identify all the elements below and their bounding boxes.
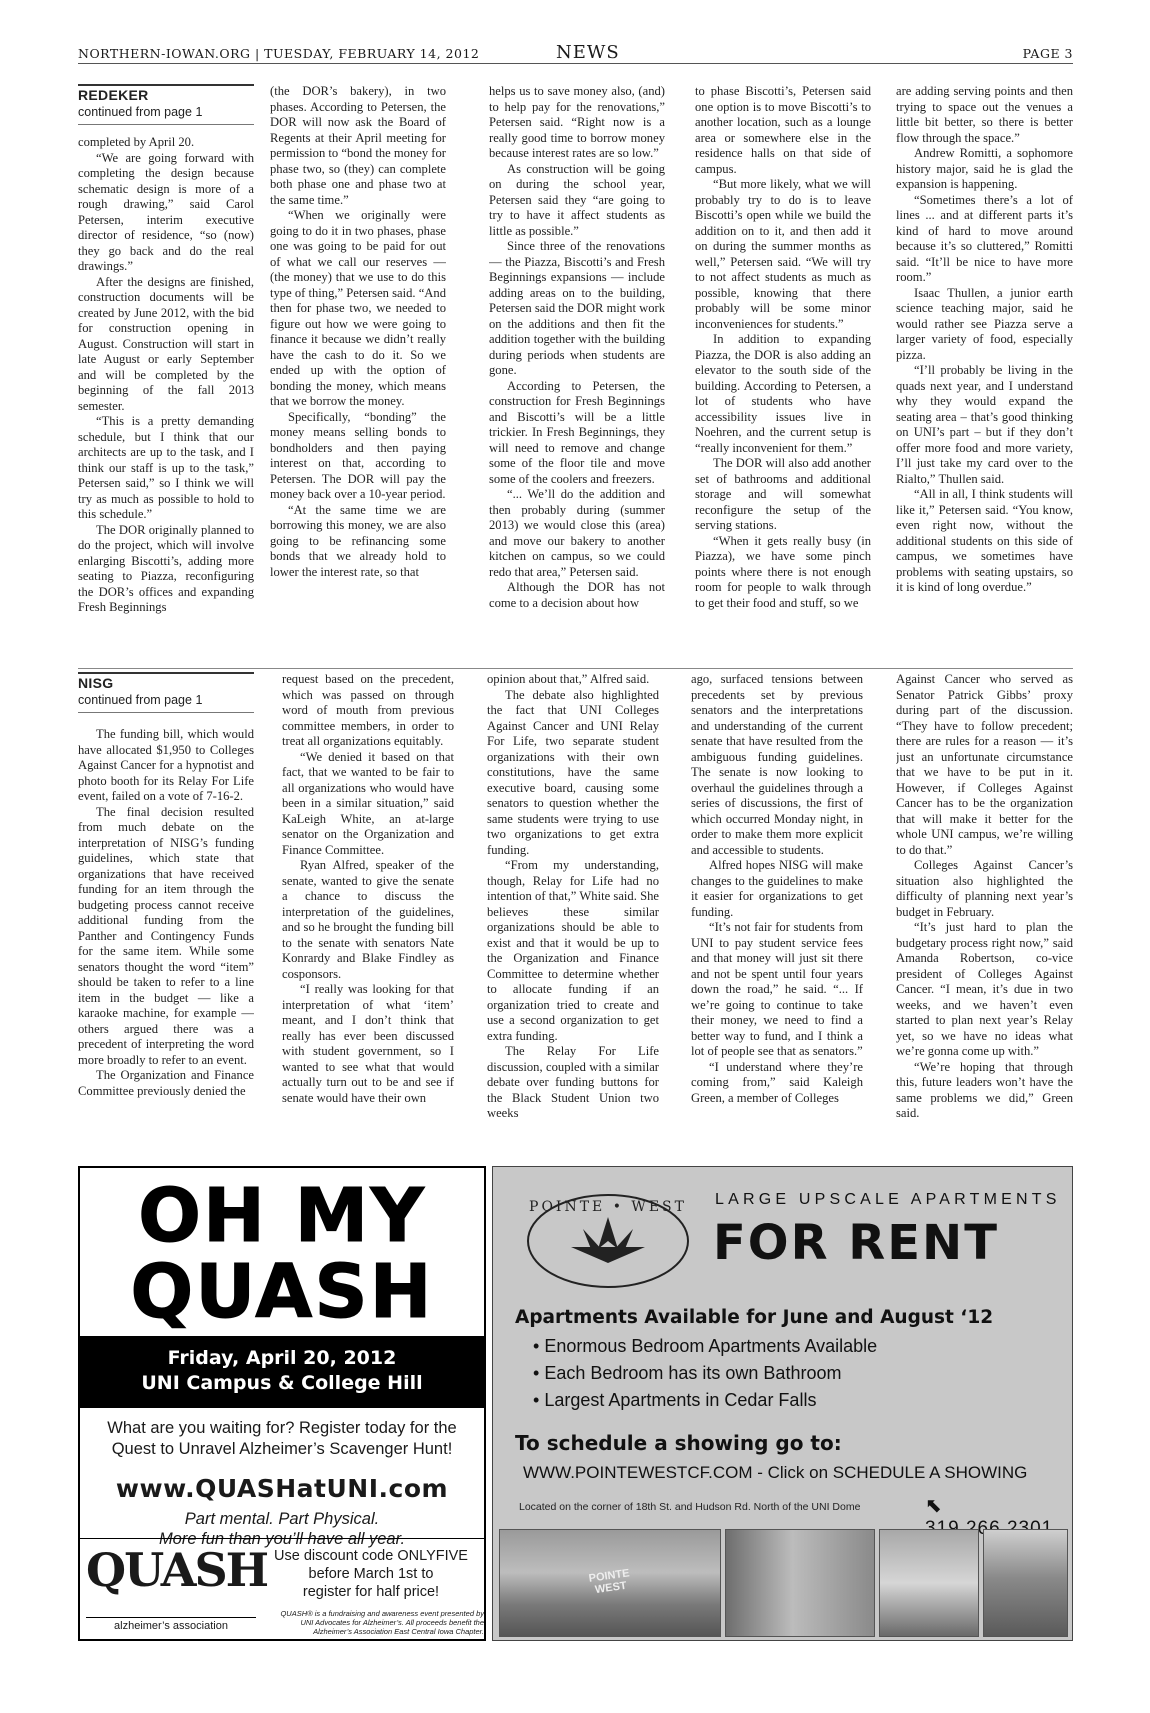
pointe-west-advertisement xyxy=(492,1166,1073,1641)
ad-question-line2: Quest to Unravel Alzheimer’s Scavenger Hunt! xyxy=(111,1440,453,1458)
paragraph: In addition to expanding Piazza, the DOR is also adding an elevator to the south side of the building. According to Petersen, a lot of students who have accessibility issues live in Noehren, and the current setup is “really inconvenient for them.” xyxy=(695,332,871,455)
page-header xyxy=(78,42,1073,64)
paragraph: “All in all, I think students will like it,” Petersen said. “You know, even right now, without the additional students on this side of campus, we sometimes have problems with seating upstairs, so it is kind of long overdue.” xyxy=(896,487,1073,594)
ad-headline-line1: OH MY xyxy=(138,1173,426,1259)
list-item: • Enormous Bedroom Apartments Available xyxy=(533,1333,877,1360)
ad-event-place: UNI Campus & College Hill xyxy=(141,1372,423,1394)
paragraph: “It’s not fair for students from UNI to pay student service fees and that money will just sit there and not be spent until four years down the road,” he said. “... If we’re going to continue to take their money, we need to find a better way to fund, and I think a lot of people see that as senators.” xyxy=(691,920,863,1058)
header-section: NEWS xyxy=(556,42,620,63)
story-divider xyxy=(78,668,1073,669)
redeker-column-4 xyxy=(695,84,871,664)
ad-fine-print: QUASH® is a fundraising and awareness event presented by UNI Advocates for Alzheimer’s. All proceeds benefit the Alzheimer’s Association East Central Iowa Chapter. xyxy=(280,1609,484,1636)
list-item: • Each Bedroom has its own Bathroom xyxy=(533,1360,877,1387)
ad-top-line: LARGE UPSCALE APARTMENTS xyxy=(715,1191,1061,1208)
paragraph: completed by April 20. xyxy=(78,135,195,149)
redeker-kicker xyxy=(78,84,254,125)
nisg-kicker-title: NISG xyxy=(78,675,114,691)
paragraph: The final decision resulted from much debate on the interpretation of NISG’s funding guidelines, which state that organizations that have received funding for an item through the budgeting process cannot receive additional funding from the Panther and Contingency Funds for the same item. While some senators thought the word “item” should be taken to refer to a line item in the budget — like a karaoke machine, for example — others argued there was a precedent of interpreting the word more broadly to refer to an event. xyxy=(78,804,254,1067)
paragraph: Against Cancer who served as Senator Patrick Gibbs’ proxy during part of the discussion. “They have to follow precedent; there are rules for a reason — it’s just an unfortunate circumstance that we have to be put in it. However, if Colleges Against Cancer has to be the organization that will make it better for the whole UNI campus, we’re willing to do that.” xyxy=(896,672,1073,857)
header-page-number: PAGE 3 xyxy=(1022,46,1073,61)
ad-headline-line2: QUASH xyxy=(130,1249,434,1335)
redeker-column-5 xyxy=(896,84,1073,664)
paragraph: Colleges Against Cancer’s situation also highlighted the difficulty of planning next year’s budget in February. xyxy=(896,858,1073,919)
paragraph: request based on the precedent, which was passed on through word of mouth from previous committee members, in order to treat all organizations equitably. xyxy=(282,672,454,748)
nisg-continued: continued from page 1 xyxy=(78,693,254,714)
paragraph: After the designs are finished, construction documents will be created by June 2012, with the bid for construction opening in August. Construction will start in late August or early September and will be completed by the beginning of the fall 2013 semester. xyxy=(78,274,254,413)
paragraph: Since three of the renovations — the Piazza, Biscotti’s and Fresh Beginnings expansions — include adding areas on to the building, Petersen said the DOR might work on the additions and then fit the addition together with the building during periods when students are gone. xyxy=(489,239,665,377)
redeker-column-1 xyxy=(78,84,254,664)
paragraph: The Organization and Finance Committee previously denied the xyxy=(78,1068,254,1098)
pointe-west-logo xyxy=(523,1189,693,1289)
nisg-column-5 xyxy=(896,672,1073,1146)
paragraph: “At the same time we are borrowing this money, we are also going to be refinancing some bonds that we already hold to lower the interest rate, so that xyxy=(270,502,446,579)
paragraph: “When it gets really busy (in Piazza), we have some pinch points where there is not enough room for people to walk through to get their food and stuff, so we xyxy=(695,533,871,610)
paragraph: Isaac Thullen, a junior earth science teaching major, said he would rather see Piazza serve a larger variety of food, especially pizza. xyxy=(896,285,1073,362)
paragraph: Ryan Alfred, speaker of the senate, wanted to give the senate a chance to discuss the interpretation of the guidelines, and so he brought the funding bill to the senate with senators Nate Konrardy and Blake Findley as cosponsors. xyxy=(282,858,454,981)
ad-question xyxy=(80,1418,484,1460)
discount-line3: register for half price! xyxy=(302,1584,440,1600)
paragraph: As construction will be going on during the school year, Petersen said they “are going to try to have it affect students as little as possible.” xyxy=(489,161,665,238)
paragraph: “We’re hoping that through this, future leaders won’t have the same problems we did,” Green said. xyxy=(896,1059,1073,1120)
redeker-column-2 xyxy=(270,84,446,664)
paragraph: Although the DOR has not come to a decision about how xyxy=(489,580,665,610)
paragraph: “We denied it based on that fact, that we wanted to be fair to all organizations who would have been in a similar situation,” said KaLeigh White, an at-large senator on the Organization and Finance Committee. xyxy=(282,749,454,857)
paragraph: (the DOR’s bakery), in two phases. According to Petersen, the DOR will now ask the Board of Regents at their April meeting for permission to “bond the money for phase two, so (they) can complete both phase one and phase two at the same time.” xyxy=(270,84,446,207)
paragraph: opinion about that,” Alfred said. xyxy=(487,672,650,686)
ad-event-date: Friday, April 20, 2012 xyxy=(167,1347,397,1369)
nisg-story xyxy=(78,672,1073,1146)
sign-text: POINTE WEST xyxy=(588,1567,631,1597)
paragraph: “But more likely, what we will probably try to do is to leave Biscotti’s open while we build the addition on to it, and then add it on during the summer months as well,” Petersen said. “We will try to not affect students as much as possible, knowing that there probably will be some minor inconveniences for students.” xyxy=(695,177,871,331)
photo-living-room xyxy=(879,1529,979,1637)
ad-schedule-heading: To schedule a showing go to: xyxy=(515,1431,842,1455)
paragraph: Andrew Romitti, a sophomore history major, said he is glad the expansion is happening. xyxy=(896,146,1073,191)
paragraph: Specifically, “bonding” the money means selling bonds to bondholders and then paying interest on that, according to Petersen. The DOR will pay the money back over a 10-year period. xyxy=(270,409,446,501)
pointe-west-logo-icon xyxy=(523,1189,693,1289)
paragraph: “I’ll probably be living in the quads next year, and I understand why they would expand the seating area – that’s good thinking on UNI’s part – but if they don’t offer more food and more variety, I’ll just take my card over to the Rialto,” Thullen said. xyxy=(896,363,1073,486)
ad-website[interactable]: WWW.POINTEWESTCF.COM - Click on SCHEDULE A SHOWING xyxy=(523,1463,1028,1482)
paragraph: “It’s just hard to plan the budgetary process right now,” said Amanda Robertson, co-vice president of Colleges Against Cancer. “I mean, it’s due in two weeks, and we haven’t even started to plan next year’s Relay yet, so we have no ideas what we’re gonna come up with.” xyxy=(896,920,1073,1058)
redeker-continued: continued from page 1 xyxy=(78,105,254,126)
paragraph: “We are going forward with completing the design because schematic design is more of a rough drawing,” said Carol Petersen, interim executive director of residence, “so (now) they go back and do the real drawings.” xyxy=(78,150,254,273)
paragraph: The funding bill, which would have allocated $1,950 to Colleges Against Cancer for a hypnotist and photo booth for its Relay For Life event, failed on a vote of 7-16-2. xyxy=(78,727,254,803)
redeker-kicker-title: REDEKER xyxy=(78,87,149,103)
photo-interior-room xyxy=(725,1529,875,1637)
discount-line2: before March 1st to xyxy=(308,1566,434,1582)
ad-tagline-line2: More fun than you’ll have all year. xyxy=(158,1530,406,1548)
paragraph: ago, surfaced tensions between precedents set by previous senators and the interpretations and understanding of the current senate that have resulted from the ambiguous funding guidelines. The senate is now looking to overhaul the guidelines through a series of discussions, the first of which occurred Monday night, in order to make them more explicit and accessible to students. xyxy=(691,672,863,857)
header-site-date: NORTHERN-IOWAN.ORG | TUESDAY, FEBRUARY 14, 2012 xyxy=(78,46,480,61)
paragraph: “When we originally were going to do it in two phases, phase one was going to be paid for out of what we call our reserves — (the money) that we use to do this type of thing,” Petersen said. “And then for phase two, we needed to figure out how we were going to finance it because we didn’t really have the cash to do it. So we ended up with the option of bonding the money, which means that we borrow the money. xyxy=(270,208,446,408)
redeker-column-3 xyxy=(489,84,665,664)
photo-building xyxy=(983,1529,1068,1637)
paragraph: to phase Biscotti’s, Petersen said one option is to move Biscotti’s to another location, such as a lounge area or somewhere else in the residence halls on that side of campus. xyxy=(695,84,871,176)
ad-date-bar xyxy=(80,1336,484,1408)
cursor-icon: ⬉ xyxy=(925,1495,943,1517)
paragraph: The debate also highlighted the fact that UNI Colleges Against Cancer and UNI Relay For Life, two separate student organizations with their own constitutions, have the same executive board, causing some senators to question whether the same students were trying to use two organizations to get extra funding. xyxy=(487,687,659,857)
paragraph: The DOR originally planned to do the project, which will involve enlarging Biscotti’s, adding more seating to Piazza, reconfiguring the DOR’s offices and expanding Fresh Beginnings xyxy=(78,522,254,614)
ad-discount xyxy=(258,1547,484,1601)
nisg-column-2 xyxy=(282,672,454,1146)
ad-tagline-line1: Part mental. Part Physical. xyxy=(184,1510,380,1528)
list-item: • Largest Apartments in Cedar Falls xyxy=(533,1387,877,1414)
paragraph: Alfred hopes NISG will make changes to the guidelines to make it easier for organizations to get funding. xyxy=(691,858,863,919)
ad-bottom-panel xyxy=(80,1538,484,1638)
paragraph: “... We’ll do the addition and then probably during (summer 2013) we would close this (area) and move our bakery to another kitchen on campus, so we could redo that area,” Petersen said. xyxy=(489,487,665,579)
ad-location: Located on the corner of 18th St. and Hudson Rd. North of the UNI Dome xyxy=(519,1501,861,1513)
nisg-column-4 xyxy=(691,672,863,1146)
paragraph: “Sometimes there’s a lot of lines ... and at different parts it’s kind of hard to move around because it’s so cluttered,” Romitti said. “It’ll be nice to have more room.” xyxy=(896,192,1073,284)
redeker-story xyxy=(78,84,1073,664)
paragraph: “I really was looking for that interpretation of what ‘item’ meant, and I don’t think that really has ever been discussed with student government, so I wanted to see what that would actually turn out to be and see if senate would have their own xyxy=(282,982,454,1105)
paragraph: The Relay For Life discussion, coupled with a similar debate over funding buttons for the Black Student Union two weeks xyxy=(487,1044,659,1120)
nisg-column-1 xyxy=(78,672,254,1146)
paragraph: “From my understanding, though, Relay for Life had no intention of that,” White said. She believes these similar organizations should be able to exist and that it would be up to the Organization and Finance Committee to determine whether to allocate funding if an organization tried to create and use a second organization to get extra funding. xyxy=(487,858,659,1043)
ad-availability: Apartments Available for June and August ‘12 xyxy=(515,1307,994,1328)
ad-photo-strip xyxy=(493,1523,1072,1641)
pointe-west-logo-text: POINTE • WEST xyxy=(529,1199,687,1215)
paragraph: “This is a pretty demanding schedule, but I think that our architects are up to the task, and I think our staff is up to the task,” Petersen said,” so I think we will try as much as possible to hold to this schedule.” xyxy=(78,414,254,521)
nisg-column-3 xyxy=(487,672,659,1146)
photo-exterior-sign xyxy=(499,1529,721,1637)
quash-advertisement xyxy=(78,1166,486,1641)
paragraph: helps us to save money also, (and) to help pay for the renovations,” Petersen said. “Right now is a really good time to borrow money because interest rates are so low.” xyxy=(489,84,665,160)
paragraph: The DOR will also add another set of bathrooms and additional storage and will somewhat reconfigure the setup of the serving stations. xyxy=(695,456,871,532)
ad-question-line1: What are you waiting for? Register today for the xyxy=(107,1419,457,1437)
paragraph: “I understand where they’re coming from,” said Kaleigh Green, a member of Colleges xyxy=(691,1059,863,1105)
ad-bullet-list xyxy=(533,1333,877,1414)
quash-logo xyxy=(86,1543,268,1633)
alzheimers-association-logo: alzheimer’s association xyxy=(86,1617,256,1632)
ad-url[interactable]: www.QUASHatUNI.com xyxy=(115,1474,449,1503)
ad-for-rent: FOR RENT xyxy=(713,1215,999,1271)
paragraph: According to Petersen, the construction for Fresh Beginnings and Biscotti’s will be a little trickier. In Fresh Beginnings, they will need to remove and change some of the floor tile and move some of the coolers and freezers. xyxy=(489,378,665,486)
nisg-kicker xyxy=(78,672,254,713)
quash-logo-text: QUASH xyxy=(86,1543,268,1597)
paragraph: are adding serving points and then trying to space out the venues a little bit better, so there is better flow through the space.” xyxy=(896,84,1073,145)
discount-line1: Use discount code ONLYFIVE xyxy=(274,1548,468,1564)
